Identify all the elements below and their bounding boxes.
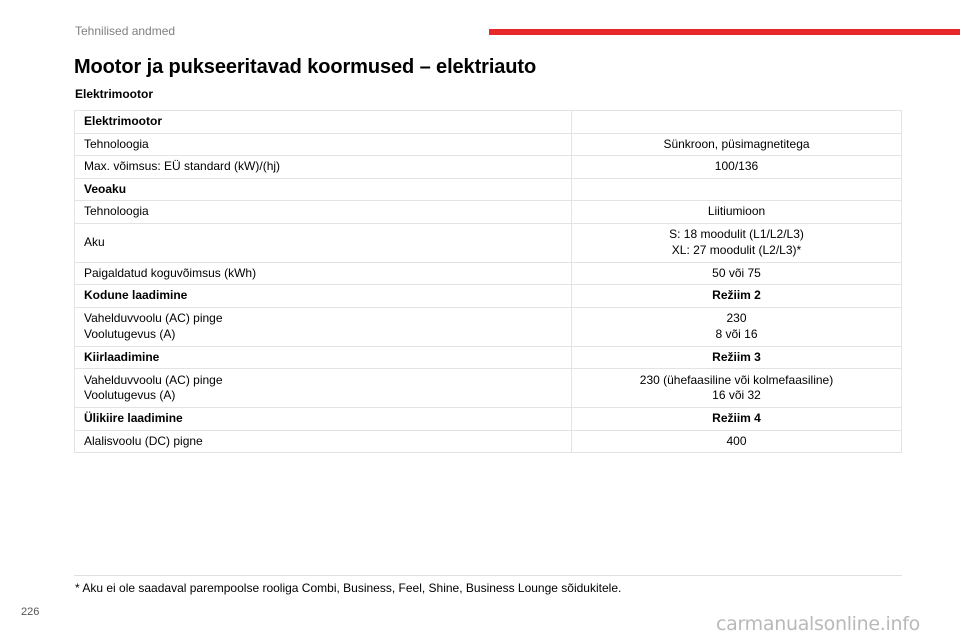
page-title: Mootor ja pukseeritavad koormused – elektriauto [74, 56, 537, 78]
row-label: Max. võimsus: EÜ standard (kW)/(hj) [75, 156, 572, 179]
row-value-line: 8 või 16 [715, 326, 758, 341]
table-group-row [75, 285, 902, 308]
footnote: * Aku ei ole saadaval parempoolse rooliga Combi, Business, Feel, Shine, Business Lounge sõidukitele. [75, 581, 622, 595]
row-label: Tehnoloogia [75, 133, 572, 156]
row-value [572, 307, 902, 346]
row-label: Aku [75, 223, 572, 262]
table-row [75, 223, 902, 262]
page-number: 226 [21, 606, 40, 618]
row-label-line: Voolutugevus (A) [84, 326, 176, 341]
group-value: Režiim 2 [572, 285, 902, 308]
spec-table [74, 110, 902, 453]
group-value: Režiim 4 [572, 408, 902, 431]
row-value-line: S: 18 moodulit (L1/L2/L3) [669, 227, 804, 241]
table-row [75, 369, 902, 408]
row-value [572, 369, 902, 408]
group-label: Elektrimootor [75, 111, 572, 134]
row-value-line: XL: 27 moodulit (L2/L3)* [671, 242, 802, 257]
row-value: Liitiumioon [572, 201, 902, 224]
running-head: Tehnilised andmed [75, 24, 176, 38]
row-value: 50 või 75 [572, 262, 902, 285]
group-value [572, 111, 902, 134]
group-label: Ülikiire laadimine [75, 408, 572, 431]
table-row [75, 201, 902, 224]
row-label: Paigaldatud koguvõimsus (kWh) [75, 262, 572, 285]
watermark[interactable]: carmanualsonline.info [716, 613, 920, 635]
table-row [75, 262, 902, 285]
table-row [75, 133, 902, 156]
row-label-line: Voolutugevus (A) [84, 388, 176, 402]
section-heading: Elektrimootor [75, 87, 154, 101]
group-label: Kiirlaadimine [75, 346, 572, 369]
row-label: Alalisvoolu (DC) pigne [75, 430, 572, 453]
row-label [75, 307, 572, 346]
table-row [75, 430, 902, 453]
row-value: 400 [572, 430, 902, 453]
row-value-line: 230 (ühefaasiline või kolmefaasiline) [639, 372, 834, 387]
table-group-row [75, 408, 902, 431]
row-label [75, 369, 572, 408]
table-row [75, 307, 902, 346]
row-value: Sünkroon, püsimagnetitega [572, 133, 902, 156]
row-label: Tehnoloogia [75, 201, 572, 224]
row-value-line: 16 või 32 [712, 388, 761, 402]
group-value: Režiim 3 [572, 346, 902, 369]
table-group-row [75, 178, 902, 201]
group-label: Kodune laadimine [75, 285, 572, 308]
row-value [572, 223, 902, 262]
group-value [572, 178, 902, 201]
row-label-line: Vahelduvvoolu (AC) pinge [84, 372, 223, 387]
row-label-line: Vahelduvvoolu (AC) pinge [84, 311, 223, 325]
row-value-line: 230 [726, 311, 747, 325]
table-row [75, 156, 902, 179]
table-group-row [75, 346, 902, 369]
header-accent-bar [489, 29, 960, 35]
table-group-row [75, 111, 902, 134]
row-value: 100/136 [572, 156, 902, 179]
group-label: Veoaku [75, 178, 572, 201]
footnote-divider [74, 575, 902, 576]
